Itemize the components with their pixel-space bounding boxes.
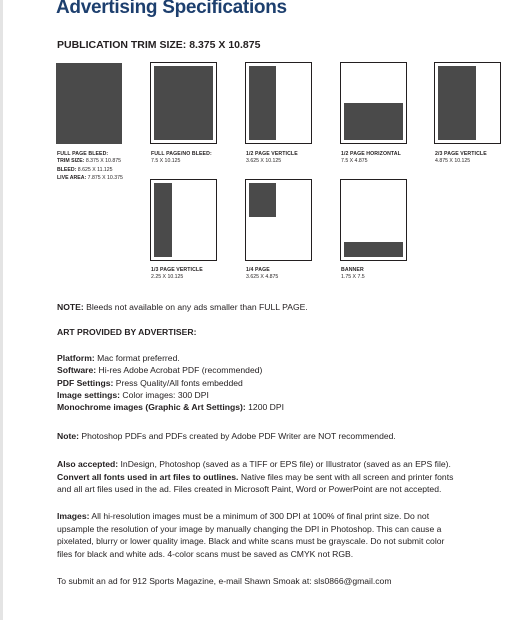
spec-monochrome: Monochrome images (Graphic & Art Settings): 1200 DPI — [57, 402, 284, 412]
also-accepted-line2: Convert all fonts used in art files to outlines. Native files may be sent with all screen and printer fonts — [57, 471, 454, 482]
spec-platform: Platform: Mac format preferred. — [57, 353, 180, 363]
contact-line: To submit an ad for 912 Sports Magazine, e-mail Shawn Smoak at: sls0866@gmail.com — [57, 576, 392, 586]
images-line1: Images: All hi-resolution images must be a minimum of 300 DPI at 100% of final print size. Do not — [57, 511, 430, 521]
ad-fill-area — [249, 183, 276, 217]
ad-label: 1/2 PAGE HORIZONTAL — [341, 151, 401, 157]
ad-size: TRIM SIZE: 8.375 X 10.875 — [57, 158, 122, 164]
ad-fill-area — [344, 242, 403, 257]
spec-pdf-settings: PDF Settings: Press Quality/All fonts embedded — [57, 377, 243, 388]
ad-label: FULL PAGE BLEED: — [57, 151, 109, 157]
ad-bleed: BLEED: 8.625 X 11.125 — [57, 166, 113, 173]
ad-fill-area — [56, 63, 122, 144]
pdf-note: Note: Photoshop PDFs and PDFs created by Adobe PDF Writer are NOT recommended. — [57, 431, 396, 441]
ad-label: BANNER — [341, 267, 364, 273]
ad-size: 3.625 X 4.875 — [246, 274, 279, 280]
also-accepted-line1: Also accepted: InDesign, Photoshop (saved as a TIFF or EPS file) or Illustrator (saved as an EPS file). — [57, 459, 451, 469]
ad-size: 7.5 X 4.875 — [341, 158, 368, 164]
ad-fill-area — [344, 103, 403, 140]
ad-label: 1/2 PAGE VERTICLE — [246, 151, 298, 157]
page-title: Advertising Specifications — [56, 0, 287, 18]
ad-fill-area — [154, 66, 213, 140]
ad-label: 2/3 PAGE VERTICLE — [435, 151, 487, 157]
images-line2: upsample the resolution of your image by manually changing the DPI in Photoshop. This can cause a — [57, 523, 442, 534]
ad-live-area: LIVE AREA: 7.875 X 10.375 — [57, 175, 123, 181]
ad-fill-area — [154, 183, 172, 257]
ad-size: 2.25 X 10.125 — [151, 274, 184, 280]
ad-size: 7.5 X 10.125 — [151, 158, 181, 164]
trim-size-heading: PUBLICATION TRIM SIZE: 8.375 X 10.875 — [57, 39, 261, 51]
ad-label: 1/4 PAGE — [246, 267, 270, 273]
ad-size: 1.75 X 7.5 — [341, 274, 365, 280]
ad-fill-area — [438, 66, 476, 140]
bleed-note: NOTE: Bleeds not available on any ads smaller than FULL PAGE. — [57, 302, 308, 312]
spec-image-settings: Image settings: Color images: 300 DPI — [57, 390, 209, 400]
images-line4: files for black and white ads. 4-color scans must be saved as CMYK not RGB. — [57, 548, 354, 559]
images-line3: pixelated, blurry or lower quality image. Black and white scans must be grayscale. Do not submit color — [57, 536, 445, 546]
art-heading: ART PROVIDED BY ADVERTISER: — [57, 327, 197, 337]
ad-label: FULL PAGE/NO BLEED: — [151, 151, 212, 157]
ad-label: 1/3 PAGE VERTICLE — [151, 267, 203, 273]
ad-fill-area — [249, 66, 276, 140]
ad-size: 4.875 X 10.125 — [435, 158, 471, 164]
page-edge-rule — [0, 0, 3, 620]
also-accepted-line3: and all art files used in the ad. Files created in Microsoft Paint, Word or PowerPoint are not accepted. — [57, 484, 442, 494]
spec-software: Software: Hi-res Adobe Acrobat PDF (recommended) — [57, 365, 263, 375]
ad-size: 3.625 X 10.125 — [246, 158, 282, 164]
